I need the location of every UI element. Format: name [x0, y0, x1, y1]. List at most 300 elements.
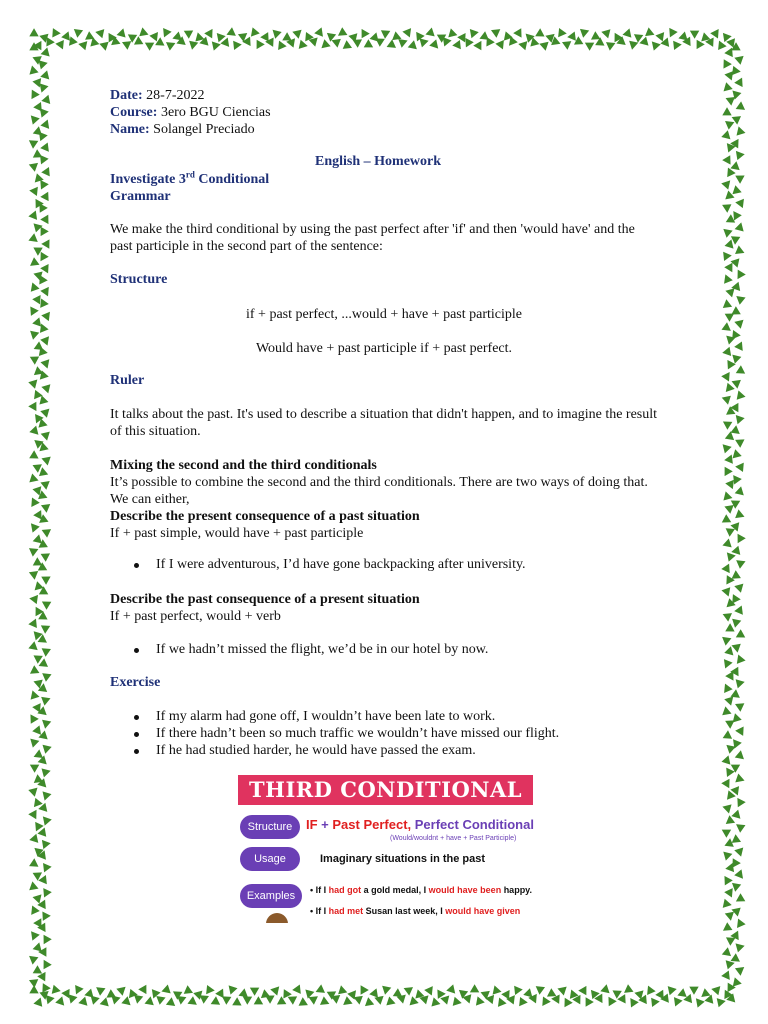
vine-leaf [536, 987, 545, 995]
vine-leaf [39, 419, 48, 429]
vine-leaf [722, 491, 732, 500]
vine-leaf [53, 29, 61, 37]
vine-leaf [469, 985, 479, 995]
vine-leaf [41, 550, 51, 561]
vine-leaf [722, 348, 730, 357]
vine-leaf [568, 989, 578, 998]
vine-leaf [39, 59, 48, 68]
vine-leaf [227, 28, 237, 39]
vine-leaf [188, 997, 198, 1008]
vine-leaf [293, 985, 304, 995]
vine-leaf [723, 32, 731, 41]
vine-leaf [552, 37, 561, 47]
ruler-paragraph: It talks about the past. It's used to describe a situation that didn't happen, and to imagine the result of this situation. [110, 407, 658, 439]
vine-leaf [210, 997, 220, 1007]
vine-leaf [41, 334, 52, 344]
document-title: English – Homework [315, 154, 442, 169]
vine-leaf [735, 366, 745, 376]
vine-leaf [735, 126, 745, 135]
vine-leaf [39, 131, 47, 140]
vine-leaf [42, 168, 50, 177]
vine-leaf [725, 263, 735, 273]
vine-leaf [735, 654, 745, 663]
vine-leaf [453, 997, 462, 1006]
vine-leaf [724, 742, 735, 753]
vine-leaf [234, 41, 242, 50]
vine-leaf [42, 312, 50, 321]
vine-leaf [470, 28, 478, 37]
vine-leaf [722, 755, 732, 764]
usage-text: Imaginary situations in the past [320, 853, 486, 865]
vine-leaf [29, 210, 39, 219]
vine-leaf [33, 678, 42, 688]
vine-leaf [73, 29, 82, 37]
vine-leaf [672, 998, 682, 1007]
vine-leaf [41, 262, 52, 272]
vine-leaf [386, 40, 396, 50]
vine-leaf [724, 60, 731, 68]
vine-leaf [725, 336, 734, 345]
vine-leaf [403, 29, 413, 38]
vine-leaf [735, 270, 745, 280]
vine-leaf [723, 947, 732, 955]
vine-leaf [41, 143, 52, 153]
vine-leaf [40, 742, 51, 753]
vine-leaf [117, 28, 127, 37]
vine-leaf [623, 28, 633, 37]
infographic-title: THIRD CONDITIONAL [238, 775, 533, 805]
vine-leaf [735, 222, 745, 231]
vine-leaf [293, 27, 304, 38]
vine-leaf [31, 715, 38, 723]
vine-leaf [722, 779, 732, 789]
vine-leaf [343, 41, 352, 49]
vine-leaf [207, 986, 215, 995]
vine-leaf [336, 28, 346, 39]
vine-leaf [33, 750, 43, 760]
vine-leaf [731, 883, 740, 891]
vine-leaf [39, 348, 47, 357]
usage-pill: Usage [240, 847, 300, 871]
structure-note: (Would/wouldnt + have + Past Participle) [390, 835, 517, 842]
vine-leaf [30, 66, 39, 76]
vine-leaf [726, 721, 734, 728]
vine-leaf [722, 323, 732, 334]
vine-leaf [726, 529, 735, 537]
vine-leaf [724, 791, 735, 801]
vine-leaf [723, 205, 731, 213]
vine-leaf [41, 215, 51, 225]
vine-leaf [41, 935, 51, 945]
vine-leaf [29, 402, 39, 412]
vine-leaf [30, 571, 39, 579]
vine-leaf [726, 480, 734, 489]
vine-leaf [736, 678, 745, 687]
vine-leaf [397, 995, 406, 1004]
name-line: Name: Solangel Preciado [110, 122, 255, 137]
vine-leaf [731, 546, 740, 555]
third-conditional-infographic [230, 773, 550, 923]
vine-leaf [734, 821, 744, 832]
vine-leaf [123, 42, 132, 50]
vine-leaf [29, 618, 39, 628]
vine-leaf [30, 980, 39, 988]
structure-heading: Structure [110, 272, 168, 287]
vine-leaf [29, 834, 38, 843]
vine-leaf [430, 40, 441, 51]
vine-leaf [41, 360, 51, 369]
vine-leaf [735, 317, 746, 328]
vine-leaf [668, 985, 677, 994]
vine-leaf [735, 799, 745, 809]
vine-leaf [515, 986, 523, 995]
vine-leaf [732, 67, 740, 76]
vine-leaf [722, 852, 731, 861]
vine-leaf [381, 986, 390, 995]
vine-leaf [122, 997, 133, 1008]
vine-leaf [496, 41, 506, 51]
vine-leaf [41, 792, 51, 801]
vine-leaf [725, 215, 735, 225]
vine-leaf [315, 985, 325, 995]
vine-leaf [144, 997, 153, 1007]
vine-leaf [721, 418, 731, 428]
vine-leaf [42, 577, 50, 584]
sub1-heading: Describe the present consequence of a past situation [110, 509, 420, 524]
vine-leaf [652, 998, 660, 1007]
vine-leaf [28, 929, 39, 939]
vine-leaf [319, 40, 330, 51]
vine-leaf [38, 635, 48, 646]
vine-leaf [414, 989, 424, 998]
vine-leaf [722, 611, 732, 621]
vine-leaf [43, 912, 50, 920]
vine-leaf [30, 859, 38, 867]
ruler-heading: Ruler [110, 373, 145, 388]
vine-leaf [734, 557, 744, 568]
vine-leaf [722, 178, 733, 189]
vine-leaf [586, 998, 593, 1006]
vine-leaf [403, 985, 413, 995]
vine-leaf [736, 463, 744, 472]
vine-leaf [376, 39, 384, 46]
vine-leaf [595, 994, 605, 1004]
vine-leaf [29, 234, 39, 245]
vine-leaf [29, 282, 39, 291]
vine-leaf [723, 443, 732, 452]
vine-leaf [34, 799, 42, 808]
sub2-heading: Describe the past consequence of a present situation [110, 592, 420, 607]
vine-leaf [30, 954, 39, 964]
vine-leaf [579, 985, 589, 995]
vine-leaf [78, 40, 87, 49]
vine-leaf [645, 985, 655, 995]
vine-leaf [387, 997, 396, 1007]
vine-leaf [42, 839, 50, 848]
vine-leaf [140, 28, 149, 38]
vine-leaf [724, 358, 735, 368]
vine-leaf [725, 864, 733, 873]
vine-leaf [735, 870, 746, 880]
vine-leaf [540, 39, 551, 50]
vine-leaf [200, 996, 209, 1004]
vine-leaf [579, 29, 588, 37]
vine-leaf [337, 985, 346, 994]
vine-leaf [731, 426, 741, 437]
vine-leaf [584, 40, 594, 50]
vine-leaf [28, 498, 39, 508]
vine-leaf [42, 240, 49, 248]
vine-leaf [29, 785, 40, 796]
vine-leaf [161, 29, 171, 39]
vine-leaf [167, 40, 177, 50]
vine-leaf [341, 997, 351, 1008]
vine-leaf [474, 40, 484, 50]
vine-leaf [41, 455, 50, 465]
vine-leaf [40, 814, 51, 825]
vine-leaf [731, 259, 741, 268]
vine-leaf [40, 276, 48, 284]
vine-leaf [693, 996, 704, 1007]
vine-leaf [42, 649, 51, 657]
vine-leaf [539, 997, 550, 1007]
vine-leaf [735, 918, 745, 928]
vine-leaf [447, 985, 458, 996]
vine-leaf [463, 995, 473, 1004]
vine-leaf [270, 27, 281, 38]
vine-leaf [700, 32, 709, 41]
vine-leaf [42, 695, 51, 705]
vine-leaf [722, 588, 732, 597]
vine-leaf [29, 377, 40, 388]
vine-leaf [514, 29, 521, 37]
vine-leaf [46, 994, 54, 1003]
vine-leaf [407, 997, 418, 1008]
vine-leaf [29, 810, 39, 820]
vine-leaf [29, 690, 39, 699]
vine-leaf [736, 414, 744, 423]
vine-leaf [520, 998, 528, 1007]
brown-decoration-icon [266, 913, 288, 923]
vine-leaf [727, 768, 735, 777]
vine-leaf [41, 406, 52, 417]
vine-leaf [39, 491, 48, 501]
vine-leaf [283, 33, 291, 40]
vine-leaf [29, 354, 39, 364]
vine-leaf [275, 997, 285, 1007]
vine-leaf [41, 599, 51, 609]
vine-leaf [29, 739, 38, 748]
exercise-heading: Exercise [110, 675, 161, 690]
vine-leaf [133, 995, 142, 1003]
vine-leaf [735, 342, 746, 352]
vine-leaf [723, 108, 731, 115]
vine-leaf [722, 563, 732, 573]
vine-leaf [689, 28, 699, 38]
vine-leaf [732, 307, 740, 314]
vine-leaf [736, 774, 745, 784]
vine-leaf [723, 635, 732, 645]
vine-leaf [723, 156, 730, 164]
vine-leaf [30, 187, 38, 196]
vine-leaf [726, 816, 735, 824]
vine-leaf [95, 28, 104, 37]
vine-leaf [34, 103, 42, 112]
vine-leaf [233, 998, 241, 1005]
vine-leaf [28, 90, 38, 100]
vine-leaf [276, 40, 286, 50]
vine-leaf [144, 40, 154, 50]
structure-pill: Structure [240, 815, 300, 839]
vine-leaf [736, 968, 745, 976]
vine-leaf [492, 30, 501, 38]
vine-leaf [725, 287, 734, 297]
structure-formula-2: Would have + past participle if + past perfect. [255, 341, 513, 356]
vine-leaf [56, 997, 67, 1008]
vine-leaf [722, 971, 733, 981]
vine-leaf [52, 985, 61, 994]
vine-leaf [723, 707, 732, 717]
vine-leaf [563, 42, 572, 50]
vine-leaf [205, 27, 215, 37]
vine-leaf [613, 991, 621, 998]
list-item: If we hadn’t missed the flight, we’d be in our hotel by now. [110, 641, 670, 658]
vine-leaf [139, 985, 149, 995]
vine-leaf [722, 731, 732, 741]
vine-leaf [732, 234, 742, 244]
vine-leaf [731, 355, 740, 364]
vine-leaf [359, 28, 369, 38]
vine-leaf [733, 595, 741, 603]
vine-leaf [321, 997, 331, 1007]
vine-leaf [736, 199, 744, 208]
vine-leaf [721, 923, 731, 934]
vine-leaf [29, 331, 38, 340]
vine-leaf [557, 985, 566, 995]
intro-paragraph: We make the third conditional by using the past perfect after 'if' and then 'would have' and the past participle in the second part of the sentence: [110, 222, 635, 254]
vine-leaf [735, 390, 745, 399]
vine-leaf [736, 704, 745, 712]
vine-leaf [722, 515, 732, 525]
vine-leaf [30, 163, 39, 171]
vine-leaf [43, 984, 50, 992]
vine-leaf [722, 539, 731, 549]
vine-leaf [447, 28, 456, 37]
vine-leaf [734, 293, 744, 304]
vine-leaf [731, 690, 741, 701]
vine-leaf [736, 727, 743, 735]
vine-leaf [721, 275, 732, 285]
vine-leaf [726, 384, 734, 393]
vine-leaf [183, 28, 193, 38]
vine-leaf [735, 630, 745, 640]
vine-leaf [601, 985, 612, 996]
vine-leaf [188, 41, 197, 50]
vine-leaf [28, 113, 39, 124]
vine-leaf [559, 29, 567, 38]
vine-leaf [33, 606, 43, 616]
vine-leaf [271, 984, 282, 995]
vine-leaf [94, 984, 104, 995]
vine-leaf [261, 33, 268, 41]
vine-leaf [722, 396, 731, 405]
vine-leaf [30, 546, 40, 556]
vine-leaf [726, 119, 736, 129]
vine-leaf [40, 670, 50, 681]
vine-leaf [736, 750, 745, 758]
vine-leaf [28, 906, 39, 916]
vine-leaf [711, 985, 720, 994]
vine-leaf [33, 366, 42, 374]
example-2: • If I had met Susan last week, I would have given [310, 906, 521, 916]
vine-leaf [735, 581, 746, 592]
vine-leaf [735, 534, 745, 544]
vine-leaf [30, 451, 38, 458]
vine-leaf [332, 996, 341, 1004]
vine-leaf [711, 27, 722, 37]
list-item: If he had studied harder, he would have passed the exam. [110, 742, 670, 759]
vine-leaf [28, 521, 39, 532]
vine-leaf [496, 997, 506, 1006]
vine-leaf [722, 131, 733, 142]
vine-leaf [56, 41, 66, 51]
list-item: If there hadn’t been so much traffic we wouldn’t have missed our flight. [110, 725, 670, 742]
vine-leaf [266, 996, 274, 1003]
vine-leaf [726, 624, 734, 631]
vine-leaf [41, 527, 51, 537]
vine-leaf [733, 859, 740, 867]
vine-leaf [634, 989, 643, 999]
vine-leaf [736, 176, 744, 183]
vine-leaf [721, 874, 731, 884]
vine-leaf [438, 990, 445, 998]
vine-leaf [694, 40, 704, 50]
vine-leaf [674, 41, 682, 50]
vine-leaf [725, 647, 736, 658]
vine-leaf [194, 32, 204, 41]
vine-leaf [30, 29, 38, 36]
vine-leaf [722, 803, 731, 813]
vine-leaf [425, 28, 434, 38]
sub2-formula: If + past perfect, would + verb [110, 609, 281, 624]
vine-leaf [161, 985, 170, 995]
vine-leaf [731, 762, 741, 772]
mixing-heading: Mixing the second and the third conditionals [110, 458, 377, 473]
vine-leaf [722, 683, 732, 693]
vine-leaf [41, 959, 51, 969]
vine-leaf [408, 40, 417, 49]
vine-leaf [518, 40, 527, 49]
course-line: Course: 3ero BGU Ciencias [110, 105, 271, 120]
structure-formula: IF + Past Perfect, Perfect Conditional [306, 817, 534, 832]
vine-leaf [34, 511, 41, 519]
vine-leaf [29, 426, 38, 435]
list-item: If I were adventurous, I’d have gone backpacking after university. [110, 556, 670, 573]
vine-leaf [73, 986, 83, 996]
vine-leaf [30, 882, 39, 892]
vine-leaf [722, 299, 731, 307]
vine-leaf [29, 594, 37, 603]
vine-leaf [735, 486, 744, 495]
vine-leaf [39, 876, 47, 885]
vine-leaf [41, 71, 52, 82]
vine-leaf [41, 864, 51, 874]
vine-leaf [724, 252, 732, 261]
vine-leaf [473, 997, 484, 1008]
vine-leaf [29, 642, 40, 653]
vine-leaf [732, 571, 740, 579]
vine-leaf [723, 899, 732, 908]
